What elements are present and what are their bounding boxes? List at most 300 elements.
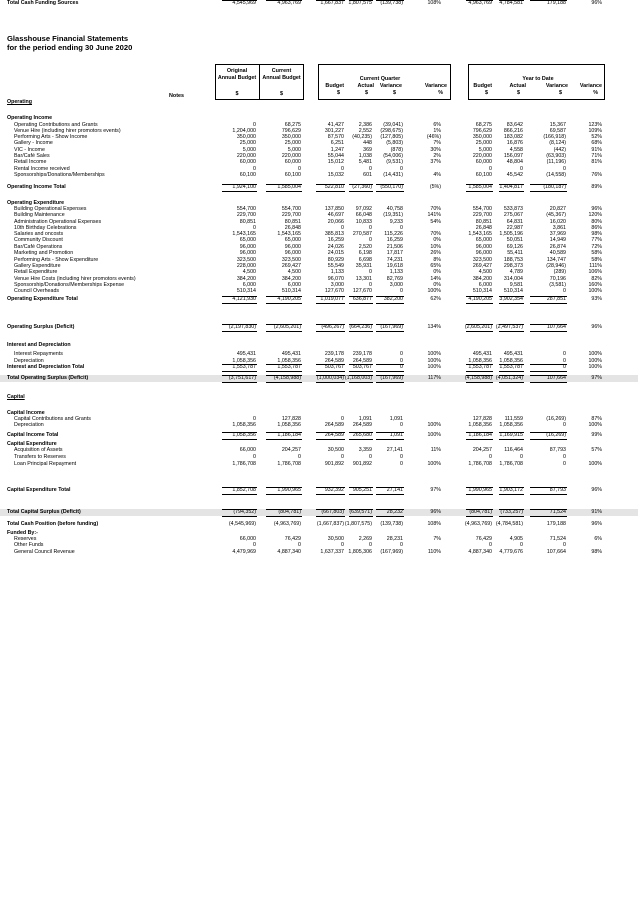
- cell-col-8: 1,903,172: [499, 487, 523, 493]
- cell-col-7: 796,629: [472, 128, 492, 134]
- dollar-cq-budget: $: [337, 90, 340, 96]
- cell-col-6: 10%: [430, 244, 441, 250]
- cell-col-4: 1,805,306: [348, 549, 372, 555]
- cell-col-1: 4,479,969: [232, 549, 256, 555]
- cell-col-7: 60,000: [475, 159, 492, 165]
- cell-col-2: 0: [298, 166, 301, 172]
- row-label-capital-contributions-and-grants: Capital Contributions and Grants: [14, 416, 91, 422]
- cell-col-3: 55,044: [327, 153, 344, 159]
- cell-col-7: 1,786,708: [468, 461, 492, 467]
- cell-col-5: 27,141: [386, 487, 403, 493]
- cell-col-9: 0: [563, 542, 566, 548]
- cell-col-7: 1,990,965: [468, 487, 492, 493]
- cell-col-3: 264,589: [324, 422, 344, 428]
- section-heading: [0, 394, 638, 401]
- total-rule-bottom: [499, 303, 524, 304]
- cell-col-5: (167,969): [380, 324, 403, 330]
- total-rule-bottom: [376, 191, 404, 192]
- total-rule: [316, 375, 345, 376]
- cell-col-9: 14,949: [549, 237, 566, 243]
- cell-col-8: 4,784,581: [499, 0, 523, 6]
- total-rule: [349, 432, 373, 433]
- cell-col-9: (289): [553, 269, 566, 275]
- cell-col-2: 0: [298, 542, 301, 548]
- cell-col-8: 314,004: [503, 276, 523, 282]
- cell-col-3: 0: [341, 416, 344, 422]
- total-rule: [316, 364, 345, 365]
- cell-col-7: 1,058,356: [468, 358, 492, 364]
- total-rule-bottom: [530, 371, 567, 372]
- cell-col-4: 369: [363, 147, 372, 153]
- cell-col-10: 96%: [591, 206, 602, 212]
- ytd-actual-header: Actual: [509, 83, 526, 89]
- cell-col-10: 100%: [588, 288, 602, 294]
- cell-col-8: 3,902,354: [499, 296, 523, 302]
- dollar-ytd-variance: $: [559, 90, 562, 96]
- cell-col-9: 40,589: [549, 250, 566, 256]
- table-row: [0, 549, 638, 556]
- total-rule-bottom: [349, 0, 373, 1]
- row-label-interest-and-depreciation-total: Interest and Depreciation Total: [7, 364, 85, 370]
- row-label-depreciation: Depreciation: [14, 358, 44, 364]
- row-label-total-cash-position-before-funding: Total Cash Position (before funding): [7, 521, 99, 527]
- row-label-salaries-and-oncosts: Salaries and oncosts: [14, 231, 64, 237]
- cell-col-1: 5,000: [242, 147, 256, 153]
- cell-col-6: 108%: [427, 521, 441, 527]
- cell-col-1: (4,545,969): [228, 521, 256, 527]
- cell-col-7: 384,200: [472, 276, 492, 282]
- cell-col-7: 4,190,205: [468, 296, 492, 302]
- group-heading: [0, 115, 638, 122]
- cell-col-1: 350,000: [236, 134, 256, 140]
- cell-col-9: 0: [563, 351, 566, 357]
- cell-col-5: 21,506: [386, 244, 403, 250]
- total-rule-bottom: [266, 331, 302, 332]
- cell-col-1: 323,500: [236, 257, 256, 263]
- cell-col-3: 80,929: [327, 257, 344, 263]
- cell-col-7: 4,500: [478, 269, 492, 275]
- cell-col-5: 74,231: [386, 257, 403, 263]
- cell-col-7: 220,000: [472, 153, 492, 159]
- cell-col-3: 522,810: [324, 184, 344, 190]
- cell-col-6: 65%: [430, 263, 441, 269]
- total-row: [0, 364, 638, 371]
- cell-col-5: (14,431): [383, 172, 403, 178]
- cell-col-1: 1,204,000: [232, 128, 256, 134]
- cell-col-3: 385,813: [324, 231, 344, 237]
- cell-col-4: 636,877: [352, 296, 372, 302]
- cell-col-3: (496,267): [321, 324, 344, 330]
- cell-col-1: 510,314: [236, 288, 256, 294]
- total-rule: [376, 375, 404, 376]
- row-label-operating-expenditure: Operating Expenditure: [7, 200, 65, 206]
- cell-col-2: 96,000: [284, 244, 301, 250]
- cell-col-1: 4,500: [242, 269, 256, 275]
- cell-col-10: 100%: [588, 422, 602, 428]
- total-rule: [499, 487, 524, 488]
- cell-col-2: 0: [298, 454, 301, 460]
- total-rule-bottom: [499, 331, 524, 332]
- cell-col-7: 229,700: [472, 212, 492, 218]
- total-rule: [499, 364, 524, 365]
- cell-col-2: 5,000: [287, 147, 301, 153]
- total-rule-bottom: [266, 303, 302, 304]
- cell-col-4: 2,386: [358, 122, 372, 128]
- row-label-capital-income: Capital Income: [7, 410, 45, 416]
- cell-col-3: 24,015: [327, 250, 344, 256]
- total-rule: [222, 375, 257, 376]
- cell-col-6: 96%: [430, 509, 441, 515]
- cell-col-2: 4,963,769: [277, 0, 301, 6]
- cell-col-7: 76,429: [475, 536, 492, 542]
- cell-col-1: 66,000: [239, 447, 256, 453]
- total-row: [0, 487, 638, 494]
- cell-col-3: 20,066: [327, 219, 344, 225]
- cell-col-7: 6,000: [478, 282, 492, 288]
- cell-col-8: 4,905: [509, 536, 523, 542]
- cell-col-10: 57%: [591, 447, 602, 453]
- cell-col-5: (550,170): [380, 184, 403, 190]
- cell-col-9: (16,269): [546, 416, 566, 422]
- cell-col-3: 1,133: [330, 269, 344, 275]
- cell-col-6: 2%: [433, 153, 441, 159]
- total-rule: [349, 296, 373, 297]
- cell-col-1: 6,000: [242, 282, 256, 288]
- current-header-line1: Current: [271, 68, 292, 74]
- cell-col-2: 65,000: [284, 237, 301, 243]
- cell-col-3: (1,667,837): [316, 521, 344, 527]
- cell-col-9: (442): [553, 147, 566, 153]
- total-rule-bottom: [376, 516, 404, 517]
- cell-col-1: 96,000: [239, 244, 256, 250]
- total-rule: [376, 432, 404, 433]
- cell-col-1: 384,200: [236, 276, 256, 282]
- cell-col-6: (5%): [429, 184, 441, 190]
- cell-col-10: 100%: [588, 358, 602, 364]
- total-rule: [316, 296, 345, 297]
- cell-col-5: (127,805): [380, 134, 403, 140]
- total-rule-bottom: [499, 382, 524, 383]
- cell-col-3: 0: [341, 166, 344, 172]
- total-row: [0, 432, 638, 439]
- cell-col-8: 4,558: [509, 147, 523, 153]
- dollar-current: $: [280, 91, 283, 97]
- total-rule: [349, 364, 373, 365]
- cell-col-9: 134,747: [546, 257, 566, 263]
- cell-col-8: 0: [520, 454, 523, 460]
- cell-col-5: 0: [400, 454, 403, 460]
- cell-col-1: 0: [253, 225, 256, 231]
- cell-col-2: (804,781): [278, 509, 301, 515]
- cell-col-8: 45,542: [506, 172, 523, 178]
- cell-col-2: 68,275: [284, 122, 301, 128]
- cell-col-3: 127,670: [324, 288, 344, 294]
- total-rule-bottom: [530, 494, 567, 495]
- row-label-operating-surplus-deficit: Operating Surplus (Deficit): [7, 324, 75, 330]
- row-label-gallery-expenditure: Gallery Expenditure: [14, 263, 61, 269]
- total-rule: [499, 184, 524, 185]
- cell-col-10: 97%: [591, 375, 602, 381]
- cell-col-4: 1,038: [358, 153, 372, 159]
- cell-col-3: 15,012: [327, 159, 344, 165]
- cell-col-6: 100%: [427, 358, 441, 364]
- dollar-original: $: [235, 91, 239, 97]
- table-row: [0, 212, 638, 219]
- total-rule-bottom: [349, 382, 373, 383]
- cell-col-8: 1,786,708: [499, 461, 523, 467]
- cell-col-9: 0: [563, 454, 566, 460]
- total-row: [0, 296, 638, 303]
- cell-col-6: 0%: [433, 237, 441, 243]
- cell-col-4: 0: [369, 166, 372, 172]
- cell-col-5: 17,817: [386, 250, 403, 256]
- cell-col-8: 1,553,787: [499, 364, 523, 370]
- table-row: [0, 447, 638, 454]
- table-row: [0, 172, 638, 179]
- cell-col-4: 5,481: [358, 159, 372, 165]
- cell-col-8: (4,784,581): [495, 521, 523, 527]
- cell-col-8: 298,373: [503, 263, 523, 269]
- cell-col-9: 71,524: [549, 509, 566, 515]
- total-rule-bottom: [316, 371, 345, 372]
- total-rule-bottom: [266, 439, 302, 440]
- cell-col-2: 4,190,205: [277, 296, 301, 302]
- total-rule: [222, 364, 257, 365]
- total-rule-bottom: [316, 191, 345, 192]
- cell-col-10: 87%: [591, 416, 602, 422]
- cell-col-10: 100%: [588, 351, 602, 357]
- cell-col-4: (1,807,575): [344, 521, 372, 527]
- row-label-retail-expenditure: Retail Expenditure: [14, 269, 58, 275]
- cell-col-8: 1,505,196: [499, 231, 523, 237]
- total-rule: [530, 364, 567, 365]
- cell-col-1: 229,700: [236, 212, 256, 218]
- total-rule: [266, 364, 302, 365]
- cell-col-4: 0: [369, 454, 372, 460]
- cell-col-6: 70%: [430, 206, 441, 212]
- total-rule-bottom: [530, 516, 567, 517]
- cell-col-6: 8%: [433, 257, 441, 263]
- cell-col-7: 96,000: [475, 244, 492, 250]
- cell-col-4: 2,520: [358, 244, 372, 250]
- cell-col-8: 116,464: [504, 447, 523, 453]
- cell-col-10: 99%: [591, 432, 602, 438]
- cell-col-6: 7%: [433, 140, 441, 146]
- total-row: [0, 509, 638, 516]
- row-label-reserves: Reserves: [14, 536, 37, 542]
- cell-col-6: 30%: [430, 147, 441, 153]
- cell-col-5: 28,232: [386, 509, 403, 515]
- row-label-transfers-to-reserves: Transfers to Reserves: [14, 454, 66, 460]
- cq-variance-header: Variance: [379, 83, 402, 89]
- total-rule-bottom: [266, 494, 302, 495]
- cell-col-7: 80,851: [475, 219, 492, 225]
- total-rule-bottom: [222, 382, 257, 383]
- cell-col-9: 26,874: [549, 244, 566, 250]
- cell-col-7: 350,000: [472, 134, 492, 140]
- total-rule-bottom: [376, 331, 404, 332]
- cell-col-8: 0: [520, 166, 523, 172]
- total-row: [0, 521, 638, 528]
- row-label-vic-income: VIC - Income: [14, 147, 45, 153]
- row-label-interest-repayments: Interest Repayments: [14, 351, 63, 357]
- row-label-council-overheads: Council Overheads: [14, 288, 60, 294]
- total-rule-bottom: [266, 516, 302, 517]
- row-label-loan-principal-repayment: Loan Principal Repayment: [14, 461, 77, 467]
- cell-col-10: 160%: [588, 282, 602, 288]
- cell-col-9: 107,664: [546, 549, 566, 555]
- cell-col-10: 100%: [588, 364, 602, 370]
- total-rule: [376, 296, 404, 297]
- cell-col-4: (639,571): [349, 509, 372, 515]
- year-to-date-header: Year to Date: [522, 76, 554, 82]
- cell-col-9: 15,367: [549, 122, 566, 128]
- total-rule-bottom: [499, 191, 524, 192]
- total-rule: [530, 375, 567, 376]
- cell-col-6: 54%: [430, 219, 441, 225]
- section-heading: [0, 99, 638, 106]
- cell-col-2: 220,000: [281, 153, 301, 159]
- row-label-capital-expenditure: Capital Expenditure: [7, 441, 57, 447]
- table-row: [0, 250, 638, 257]
- total-rule-bottom: [530, 0, 567, 1]
- cell-col-2: 76,429: [284, 536, 301, 542]
- row-label-total-operating-surplus-deficit: Total Operating Surplus (Deficit): [7, 375, 89, 381]
- total-rule: [266, 509, 302, 510]
- cell-col-3: 3,000: [330, 282, 344, 288]
- cell-col-5: 0: [400, 358, 403, 364]
- cell-col-8: 50,051: [506, 237, 523, 243]
- total-rule: [222, 324, 257, 325]
- cell-col-4: 6,198: [358, 250, 372, 256]
- cell-col-7: 510,314: [472, 288, 492, 294]
- total-rule: [499, 509, 524, 510]
- cell-col-5: 0: [400, 542, 403, 548]
- row-label-operating-income-total: Operating Income Total: [7, 184, 66, 190]
- cell-col-4: 35,931: [355, 263, 372, 269]
- cell-col-6: 37%: [430, 159, 441, 165]
- cell-col-1: 554,700: [236, 206, 256, 212]
- cell-col-10: 68%: [591, 140, 602, 146]
- cell-col-4: 2,269: [358, 536, 372, 542]
- total-rule: [466, 375, 493, 376]
- total-rule-bottom: [222, 303, 257, 304]
- cell-col-9: 0: [563, 364, 566, 370]
- current-header-line2: Annual Budget: [262, 75, 301, 81]
- cell-col-4: 239,178: [352, 351, 372, 357]
- cell-col-4: 264,589: [352, 358, 372, 364]
- cell-col-3: 46,697: [327, 212, 344, 218]
- total-rule-bottom: [530, 439, 567, 440]
- cell-col-2: 1,990,965: [277, 487, 301, 493]
- cell-col-8: 69,126: [506, 244, 523, 250]
- cell-col-1: 1,553,787: [232, 364, 256, 370]
- total-rule-bottom: [349, 371, 373, 372]
- cell-col-5: 115,226: [384, 231, 403, 237]
- cell-col-2: 1,058,356: [277, 422, 301, 428]
- cell-col-10: 82%: [591, 276, 602, 282]
- cell-col-10: 58%: [591, 257, 602, 263]
- row-label-interest-and-depreciation: Interest and Depreciation: [7, 342, 71, 348]
- total-rule-bottom: [349, 439, 373, 440]
- total-rule: [376, 324, 404, 325]
- row-label-acquisition-of-assets: Acquisition of Assets: [14, 447, 63, 453]
- cell-col-4: (1,168,003): [344, 375, 372, 381]
- total-rule-bottom: [466, 516, 493, 517]
- cell-col-7: 60,100: [475, 172, 492, 178]
- cell-col-10: 76%: [591, 172, 602, 178]
- cell-col-9: 71,524: [549, 536, 566, 542]
- row-label-retail-income: Retail Income: [14, 159, 47, 165]
- cell-col-1: 0: [253, 454, 256, 460]
- cell-col-7: (804,781): [469, 509, 492, 515]
- total-rule-bottom: [222, 516, 257, 517]
- total-rule: [466, 509, 493, 510]
- cell-col-8: 510,314: [503, 288, 523, 294]
- total-rule-bottom: [222, 371, 257, 372]
- row-label-capital-income-total: Capital Income Total: [7, 432, 59, 438]
- cell-col-8: 64,831: [506, 219, 523, 225]
- row-label-capital: Capital: [7, 394, 25, 400]
- cell-col-3: 96,070: [327, 276, 344, 282]
- cell-col-4: 901,892: [352, 461, 372, 467]
- total-rule: [316, 509, 345, 510]
- cell-col-10: 96%: [591, 324, 602, 330]
- cell-col-2: 4,500: [287, 269, 301, 275]
- total-rule: [530, 487, 567, 488]
- cell-col-8: 4,789: [509, 269, 523, 275]
- cell-col-6: 62%: [430, 296, 441, 302]
- cell-col-3: 1,667,837: [320, 0, 344, 6]
- dollar-ytd-actual: $: [517, 90, 520, 96]
- total-rule-bottom: [349, 516, 373, 517]
- cell-col-1: 0: [253, 122, 256, 128]
- cell-col-7: 1,553,787: [468, 364, 492, 370]
- group-heading: [0, 342, 638, 349]
- total-rule: [530, 296, 567, 297]
- cell-col-7: 1,058,356: [468, 422, 492, 428]
- cell-col-1: (2,197,830): [228, 324, 256, 330]
- cell-col-4: 270,587: [352, 231, 372, 237]
- table-row: [0, 542, 638, 549]
- cell-col-8: 22,987: [506, 225, 523, 231]
- row-label-bar-caf-sales: Bar/Café Sales: [14, 153, 50, 159]
- total-rule-bottom: [466, 439, 493, 440]
- cell-col-2: 25,000: [284, 140, 301, 146]
- cell-col-8: 1,058,356: [499, 358, 523, 364]
- cell-col-1: 1,786,708: [232, 461, 256, 467]
- table-row: [0, 269, 638, 276]
- cell-col-6: 6%: [433, 122, 441, 128]
- total-rule-bottom: [349, 331, 373, 332]
- cell-col-1: 4,545,969: [232, 0, 256, 6]
- cell-col-10: 91%: [591, 509, 602, 515]
- cell-col-3: 264,589: [324, 358, 344, 364]
- total-rule-bottom: [316, 331, 345, 332]
- cell-col-8: 156,097: [503, 153, 523, 159]
- total-rule-bottom: [349, 303, 373, 304]
- cell-col-7: 5,000: [478, 147, 492, 153]
- cell-col-6: 100%: [427, 422, 441, 428]
- cell-col-2: 26,848: [284, 225, 301, 231]
- row-label-venue-hire-costs-including-hirer-promotors-events: Venue Hire Costs (including hirer promotors events): [14, 276, 136, 282]
- cell-col-3: 55,549: [327, 263, 344, 269]
- cell-col-9: 0: [563, 358, 566, 364]
- cell-col-1: 1,924,100: [232, 184, 256, 190]
- dollar-cq-variance: $: [393, 90, 396, 96]
- cell-col-10: 98%: [591, 549, 602, 555]
- cell-col-6: 7%: [433, 536, 441, 542]
